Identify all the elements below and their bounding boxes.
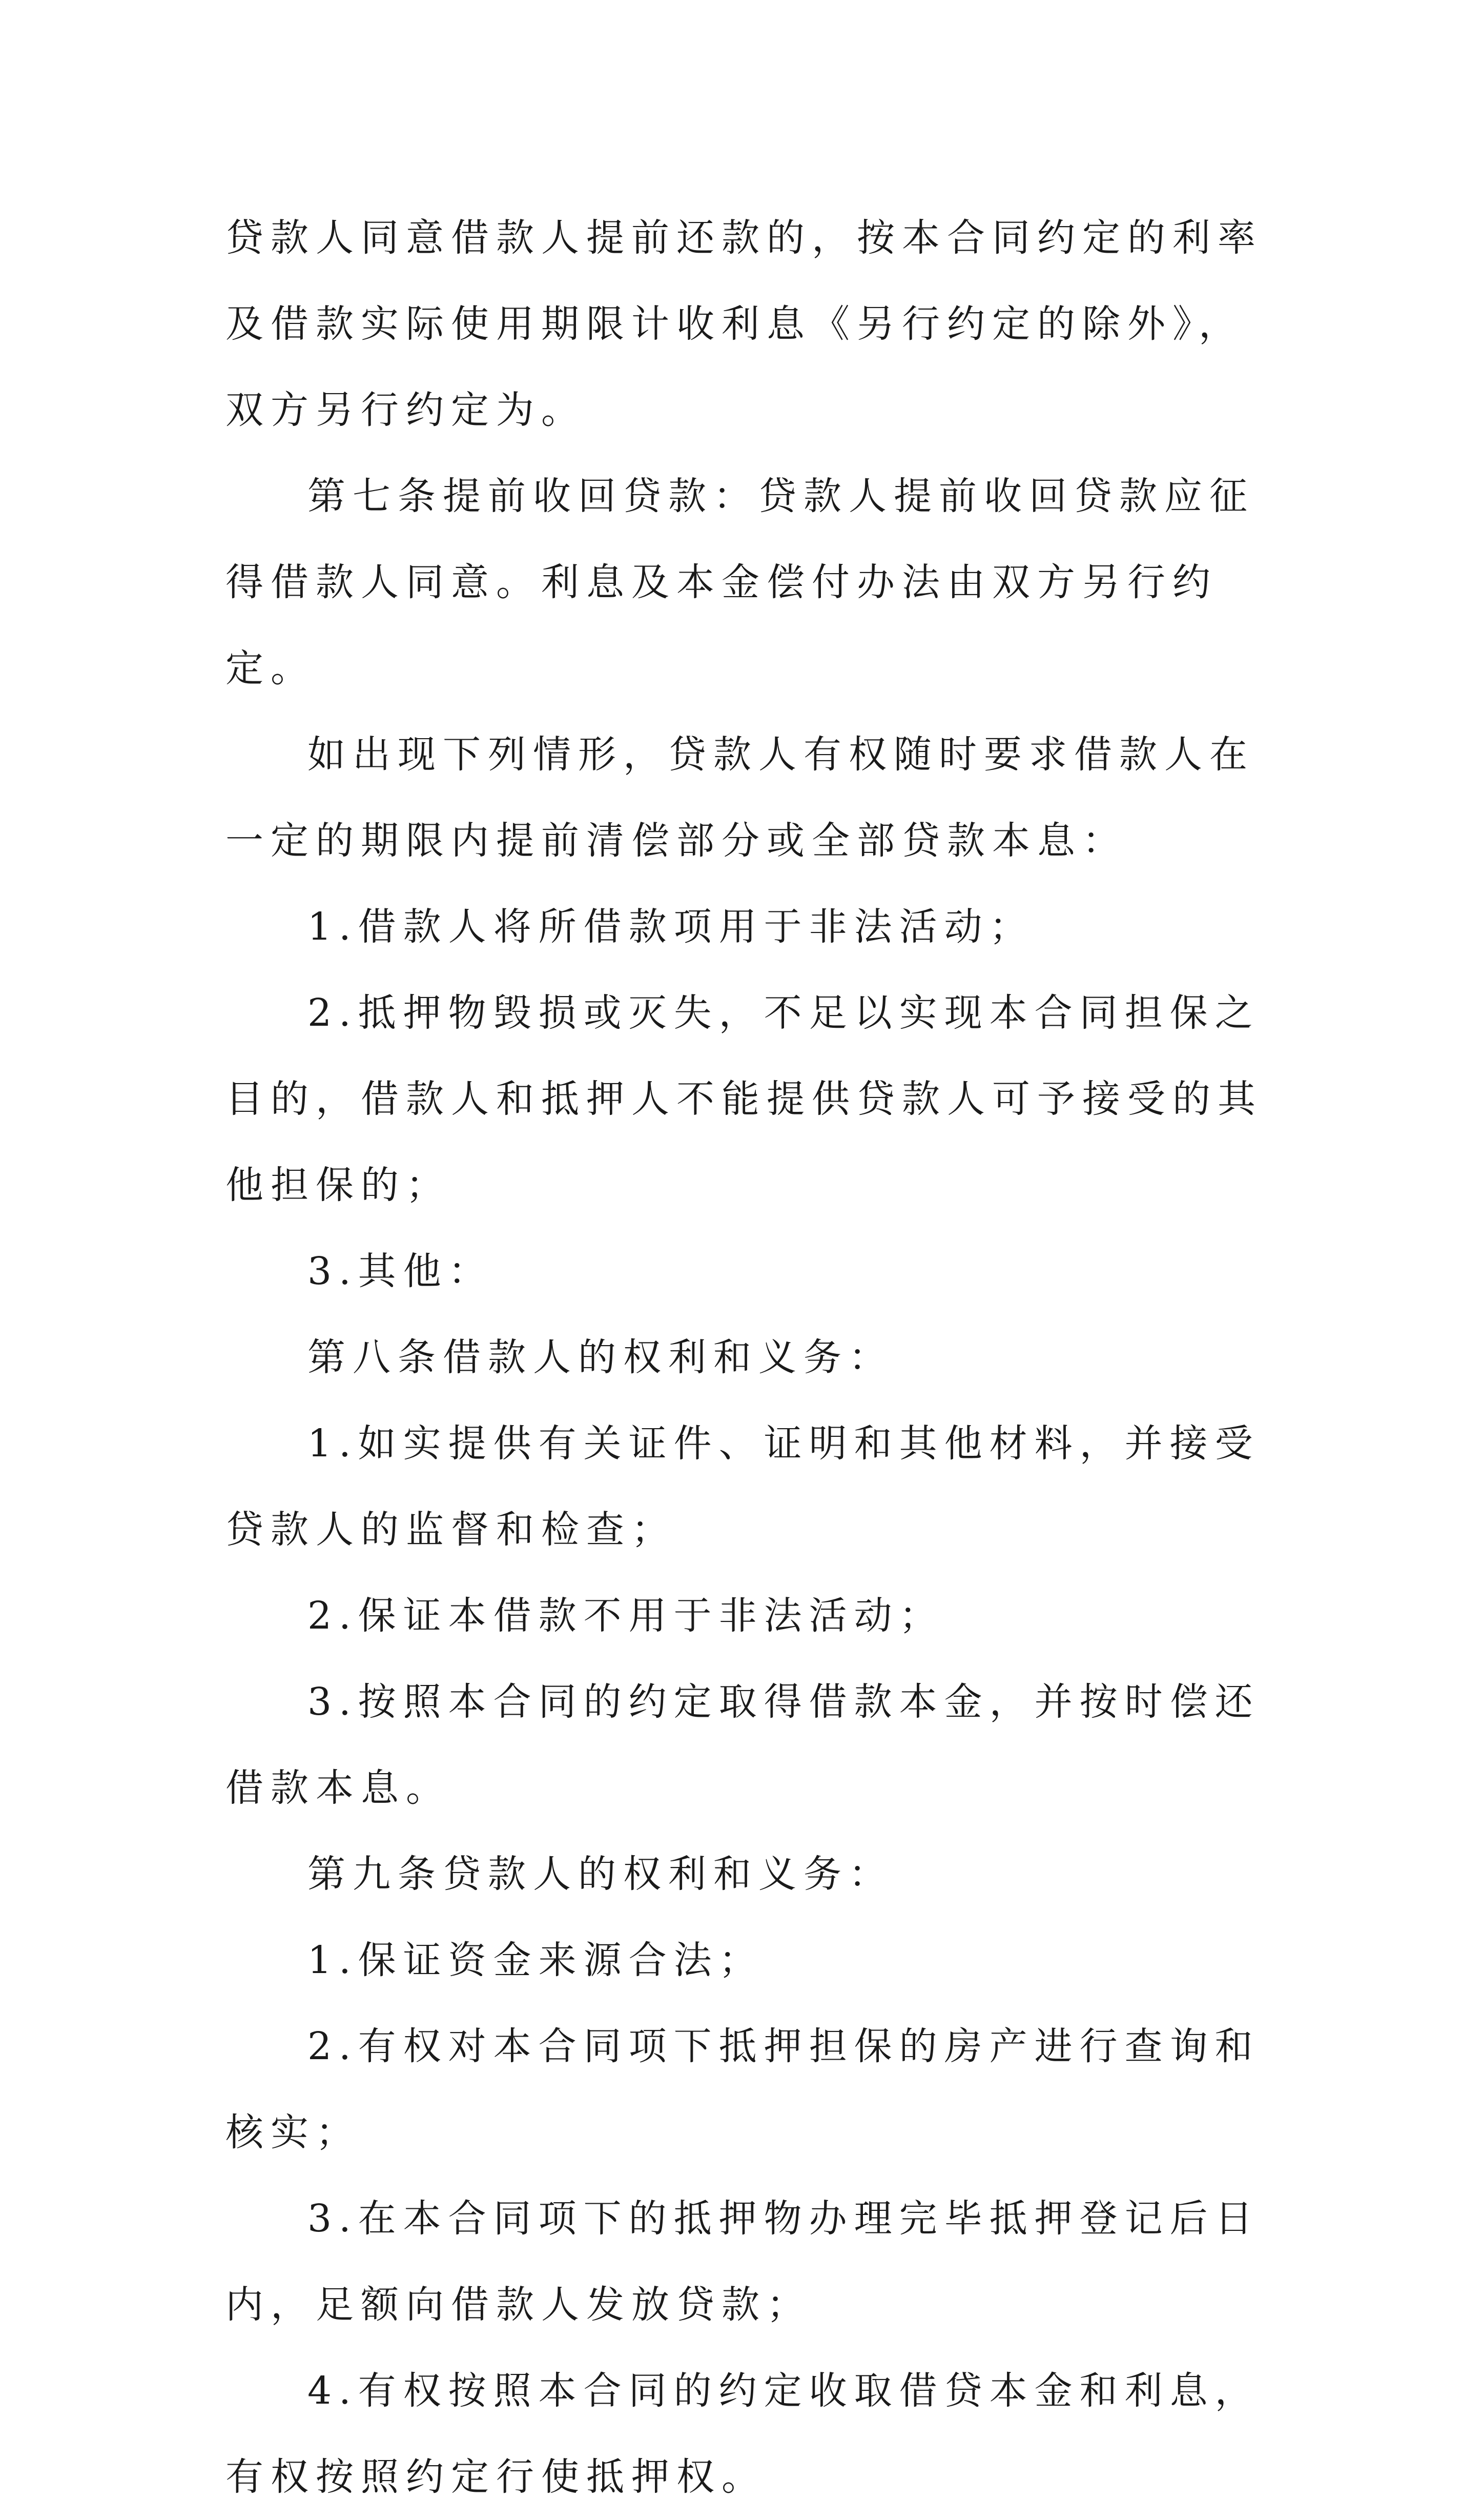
paragraph-article-8-heading: 第八条借款人的权利和义务： (307, 1335, 894, 1379)
paragraph-article-7: 第七条提前收回贷款：贷款人提前收回贷款应征得借款人同意。利息及本金偿付办法由双方另行约定。 (225, 474, 1254, 690)
list-item: 3.在本合同项下的抵押物办理完毕抵押登记后日内，足额向借款人发放贷款； (225, 2197, 1260, 2327)
list-item: 4.有权按照本合同的约定收取借贷本金和利息，有权按照约定行使抵押权。 (225, 2369, 1260, 2499)
list-item: 2.保证本借款不用于非法活动； (307, 1594, 944, 1638)
list-item: 2.抵押物毁损或灭失，不足以实现本合同担保之目的，借款人和抵押人不能提供贷款人可予接受的其他担保的； (225, 991, 1263, 1207)
paragraph-early-recall-conditions: 如出现下列情形，贷款人有权随时要求借款人在一定的期限内提前清偿部分或全部贷款本息： (225, 733, 1254, 863)
paragraph-prepayment-interest: 贷款人同意借款人提前还款的，按本合同约定的利率及借款实际使用期限计收利息《另行约定的除外》，双方另行约定为。 (225, 216, 1263, 432)
list-item: 2.有权对本合同项下抵押担保的房产进行查询和核实； (225, 2024, 1260, 2155)
list-item: 1.保证资金来源合法； (307, 1938, 764, 1982)
list-item: 3.其他： (307, 1249, 493, 1293)
list-item: 1.如实提供有关证件、证明和其他材料，并接受贷款人的监督和检查； (225, 1421, 1260, 1552)
list-item: 1.借款人将所借款项用于非法活动； (307, 905, 1035, 949)
paragraph-article-9-heading: 第九条贷款人的权利和义务： (307, 1852, 894, 1896)
contract-body (225, 195, 1281, 2520)
list-item: 3.按照本合同的约定取得借款本金，并按时偿还借款本息。 (225, 1680, 1260, 1810)
